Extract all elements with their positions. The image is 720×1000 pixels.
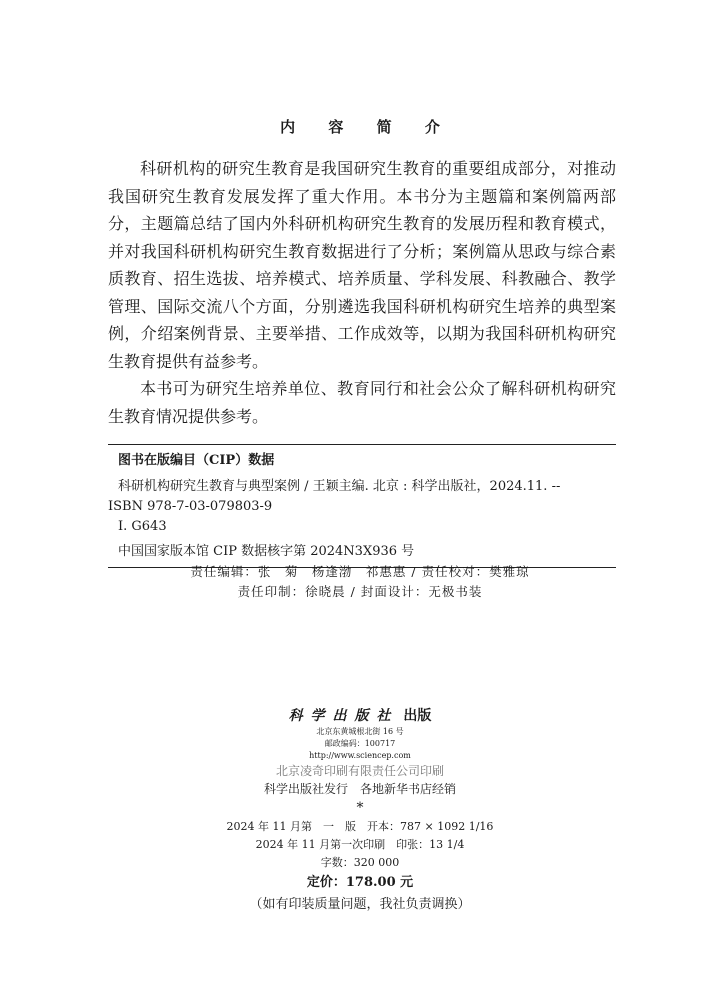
production-line: 责任印制：徐晓晨 / 封面设计：无极书装 bbox=[237, 584, 483, 599]
cip-heading: 图书在版编目（CIP）数据 bbox=[118, 453, 275, 468]
printing-line: 2024 年 11 月第一次印刷 印张：13 1/4 bbox=[255, 838, 465, 851]
cip-record-number: 中国国家版本馆 CIP 数据核字第 2024N3X936 号 bbox=[118, 544, 415, 559]
cip-block bbox=[108, 444, 616, 568]
cip-isbn: ISBN 978-7-03-079803-9 bbox=[108, 499, 273, 514]
word-count: 字数：320 000 bbox=[320, 856, 400, 869]
publisher-name bbox=[0, 706, 720, 726]
distribution-line: 科学出版社发行 各地新华书店经销 bbox=[263, 782, 456, 796]
publisher-postcode: 邮政编码：100717 bbox=[324, 739, 396, 748]
printer-line: 北京凌奇印刷有限责任公司印刷 bbox=[275, 764, 444, 778]
page-title: 内 容 简 介 bbox=[280, 118, 454, 136]
separator-star: * bbox=[356, 800, 364, 816]
publisher-logo-text: 科学出版社 bbox=[288, 708, 399, 724]
price: 定价：178.00 元 bbox=[306, 875, 414, 890]
publisher-section bbox=[0, 706, 720, 916]
publisher-suffix: 出版 bbox=[398, 708, 432, 724]
cip-top-rule bbox=[108, 444, 616, 445]
intro-paragraph-1: 科研机构的研究生教育是我国研究生教育的重要组成部分，对推动我国研究生教育发展发挥了重大作用。本书分为主题篇和案例篇两部分，主题篇总结了国内外科研机构研究生教育的发展历程和教育模式，并对我国科研机构研究生教育数据进行了分析；案例篇从思政与综合素质教育、招生选拔、培养模式、培养质量、学科发展、科教融合、教学管理、国际交流八个方面，分别遴选我国科研机构研究生培养的典型案例，介绍案例背景、主要举措、工作成效等，以期为我国科研机构研究生教育提供有益参考。 bbox=[108, 159, 616, 371]
credits-section bbox=[0, 562, 720, 602]
editors-line: 责任编辑：张 菊 杨逢渤 祁惠惠 / 责任校对：樊雅琼 bbox=[190, 564, 530, 579]
quality-notice: （如有印装质量问题，我社负责调换） bbox=[249, 897, 471, 912]
cip-classification: Ⅰ. G643 bbox=[118, 519, 167, 534]
publisher-url: http://www.sciencep.com bbox=[309, 751, 411, 760]
intro-section bbox=[108, 155, 616, 430]
edition-line: 2024 年 11 月第 一 版 开本：787 × 1092 1/16 bbox=[226, 820, 494, 833]
intro-paragraph-2: 本书可为研究生培养单位、教育同行和社会公众了解科研机构研究生教育情况提供参考。 bbox=[108, 379, 616, 426]
publisher-address: 北京东黄城根北街 16 号 bbox=[316, 727, 404, 736]
cip-title-line: 科研机构研究生教育与典型案例 / 王颖主编. 北京 : 科学出版社，2024.11. -- bbox=[118, 479, 561, 494]
